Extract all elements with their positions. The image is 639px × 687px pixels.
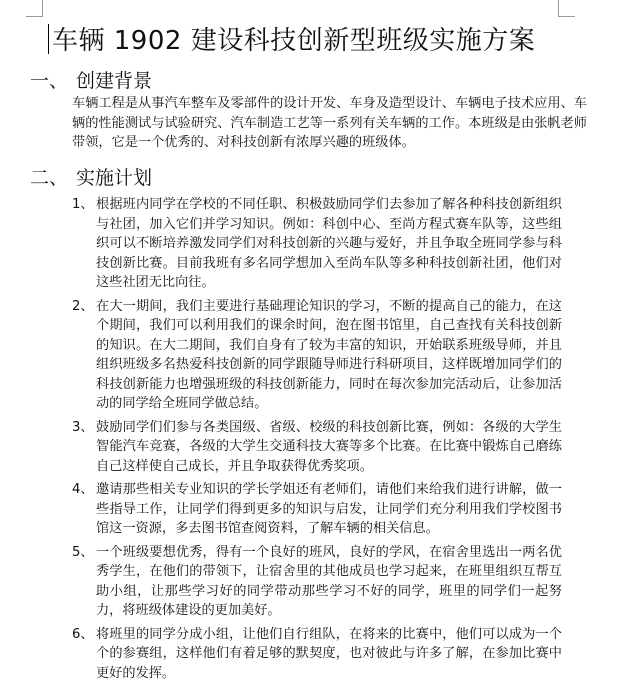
document-title[interactable]: 车辆 1902 建设科技创新型班级实施方案	[52, 26, 536, 56]
list-item[interactable]	[72, 543, 562, 621]
page-margin-mark-right	[558, 0, 575, 17]
list-item-text: 邀请那些相关专业知识的学长学姐还有老师们，请他们来给我们进行讲解，做一些指导工作，让同学们得到更多的知识与启发，让同学们充分利用我们学校图书馆这一资源，多去图书馆查阅资料，了解车辆的相关信息。	[96, 482, 562, 536]
section-body-background[interactable]: 车辆工程是从事汽车整车及零部件的设计开发、车身及造型设计、车辆电子技术应用、车辆的性能测试与试验研究、汽车制造工艺等一系列有关车辆的工作。本班级是由张帆老师带领，它是一个优秀的、对科技创新有浓厚兴趣的班级体。	[72, 96, 587, 150]
list-item-text: 一个班级要想优秀，得有一个良好的班风，良好的学风，在宿舍里选出一两名优秀学生，在他们的带领下，让宿舍里的其他成员也学习起来，在班里组织互帮互助小组，让那些学习好的同学带动那些学习不好的同学，班里的同学们一起努力，将班级体建设的更加美好。	[96, 544, 562, 618]
list-item-index: 5、	[72, 544, 94, 560]
section-heading-plan[interactable]	[30, 163, 152, 190]
plan-list	[72, 195, 562, 687]
page-margin-mark-left	[26, 0, 43, 17]
section-heading-text: 实施计划	[76, 167, 153, 189]
list-item-text: 将班里的同学分成小组，让他们自行组队，在将来的比赛中，他们可以成为一个个的参赛组，这样他们有着足够的默契度，也对彼此与许多了解，在参加比赛中更好的发挥。	[96, 626, 562, 681]
section-number: 一、	[30, 70, 69, 92]
list-item[interactable]	[72, 480, 562, 539]
list-item-text: 鼓励同学们们参与各类国级、省级、校级的科技创新比赛，例如：各级的大学生智能汽车竞赛，各级的大学生交通科技大赛等多个比赛。在比赛中锻炼自己磨练自己这样使自己成长，并且争取获得优秀奖项。	[96, 419, 562, 474]
list-item[interactable]	[72, 625, 562, 684]
section-heading-text: 创建背景	[76, 70, 153, 92]
list-item-text: 在大一期间，我们主要进行基础理论知识的学习，不断的提高自己的能力，在这个期间，我们可以利用我们的课余时间，泡在图书馆里，自己查找有关科技创新的知识。在大二期间，我们自身有了较为丰富的知识，开始联系班级导师，并且组织班级多名热爱科技创新的同学跟随导师进行科研项目，这样既增加同学们的科技创新能力也增强班级的科技创新能力，同时在每次参加完活动后，让参加活动的同学给全班同学做总结。	[96, 298, 562, 411]
list-item[interactable]	[72, 297, 562, 414]
text-cursor	[48, 24, 49, 54]
list-item[interactable]	[72, 418, 562, 477]
list-item-index: 2、	[72, 298, 94, 314]
list-item-index: 3、	[72, 419, 94, 435]
section-number: 二、	[30, 167, 69, 189]
section-heading-background[interactable]	[30, 66, 152, 93]
list-item-text: 根据班内同学在学校的不同任职、积极鼓励同学们去参加了解各种科技创新组织与社团，加入它们并学习知识。例如：科创中心、至尚方程式赛车队等，这些组织可以不断培养激发同学们对科技创新的兴趣与爱好，并且争取全班同学参与科技创新比赛。目前我班有多名同学想加入至尚车队等多种科技创新社团，他们对这些社团无比向往。	[96, 197, 562, 290]
list-item-index: 1、	[72, 197, 94, 212]
list-item[interactable]	[72, 195, 562, 293]
list-item-index: 6、	[72, 626, 94, 642]
list-item-index: 4、	[72, 482, 94, 497]
